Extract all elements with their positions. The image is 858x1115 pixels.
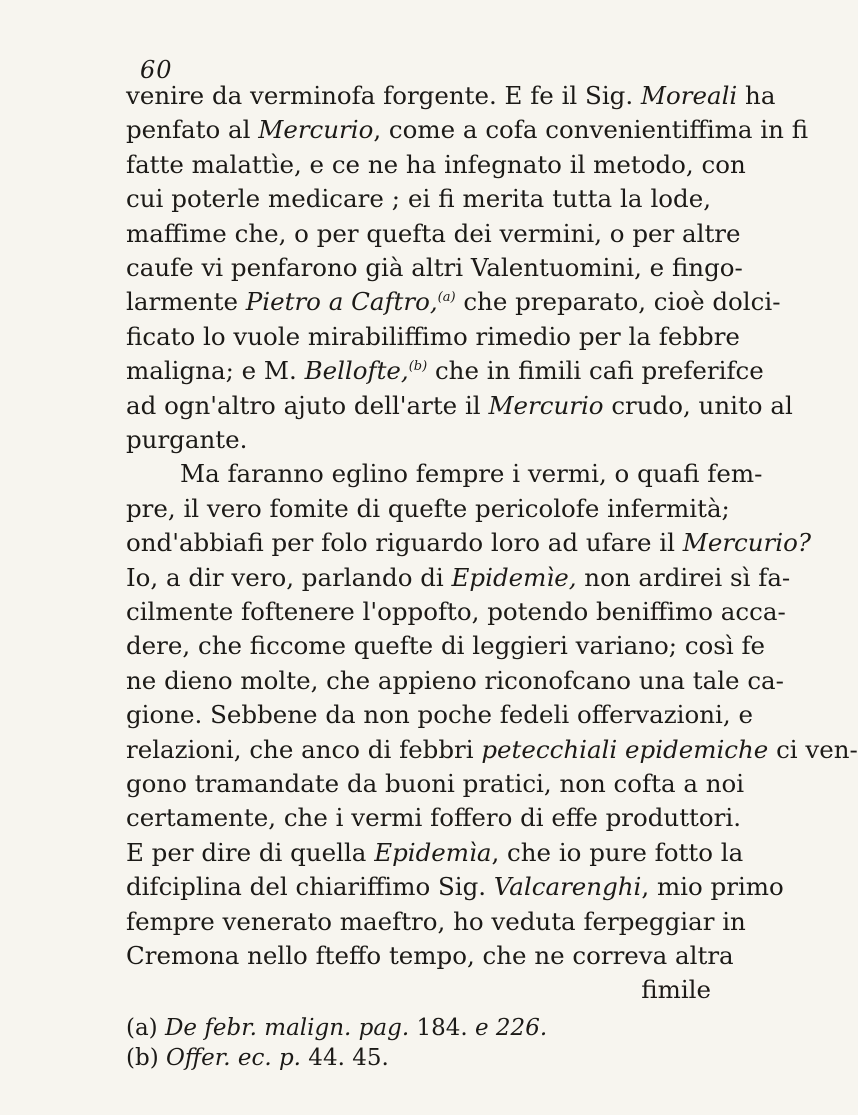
text-line: [126, 250, 743, 286]
text-segment: dere, che ficcome quefte di leggieri variano; così fe: [126, 631, 766, 660]
italic-text: e 226.: [475, 1015, 548, 1041]
text-line: [126, 766, 745, 802]
text-segment: certamente, che i vermi foffero di effe produttori.: [126, 803, 741, 832]
text-line: [126, 972, 711, 1008]
text-segment: che preparato, cioè dolci-: [455, 287, 781, 316]
text-line: [126, 388, 793, 424]
text-segment: relazioni, che anco di febbri: [126, 735, 482, 764]
text-segment: 44. 45.: [301, 1045, 389, 1071]
text-segment: gione. Sebbene da non poche fedeli offervazioni, e: [126, 700, 753, 729]
italic-text: Bellofte,: [304, 356, 409, 385]
text-line: [126, 456, 763, 492]
italic-text: Valcarenghi: [493, 872, 642, 901]
text-line: [126, 938, 734, 974]
italic-text: Mercurio?: [682, 528, 811, 557]
text-line: [126, 284, 781, 320]
text-line: [126, 422, 711, 458]
text-line: [126, 628, 766, 664]
italic-text: petecchiali epidemiche: [481, 735, 769, 764]
text-segment: crudo, unito al: [603, 391, 793, 420]
italic-text: Mercurio: [258, 115, 374, 144]
text-line: [126, 560, 791, 596]
text-segment: fimile: [641, 975, 711, 1004]
text-line: [126, 869, 784, 905]
italic-text: Mercurio: [488, 391, 604, 420]
text-segment: difciplina del chiariffimo Sig.: [126, 872, 494, 901]
text-segment: ficato lo vuole mirabiliffimo rimedio per la febbre: [126, 322, 740, 351]
text-line: [126, 594, 786, 630]
text-segment: larmente: [126, 287, 246, 316]
text-segment: Ma faranno eglino fempre i vermi, o quafi fem-: [180, 459, 763, 488]
text-line: [126, 663, 784, 699]
text-segment: , mio primo: [641, 872, 784, 901]
text-segment: , che io pure fotto la: [491, 838, 744, 867]
text-segment: fempre venerato maeftro, ho veduta ferpeggiar in: [126, 907, 746, 936]
text-segment: (a): [126, 1015, 165, 1041]
text-line: [126, 491, 730, 527]
text-line: [126, 78, 776, 114]
text-line: [126, 353, 764, 389]
text-segment: che in fimili cafi preferifce: [427, 356, 764, 385]
text-segment: cilmente foftenere l'oppofto, potendo beniffimo acca-: [126, 597, 786, 626]
text-segment: fatte malattìe, e ce ne ha infegnato il metodo, con: [126, 150, 746, 179]
italic-text: Moreali: [640, 81, 738, 110]
italic-text: Offer. ec. p.: [165, 1045, 301, 1071]
text-segment: penfato al: [126, 115, 259, 144]
footnote-marker: (b): [408, 359, 428, 374]
text-line: [126, 697, 753, 733]
text-segment: cui poterle medicare ; ei fi merita tutta la lode,: [126, 184, 711, 213]
text-segment: maffime che, o per quefta dei vermini, o per altre: [126, 219, 741, 248]
text-segment: (b): [126, 1045, 166, 1071]
page-number: 60: [140, 56, 173, 84]
text-segment: , come a cofa convenientiffima in fi: [373, 115, 809, 144]
text-line: [126, 216, 741, 252]
text-segment: gono tramandate da buoni pratici, non cofta a noi: [126, 769, 745, 798]
text-segment: non ardirei sì fa-: [576, 563, 791, 592]
footnote-marker: (a): [437, 290, 456, 305]
text-segment: purgante.: [126, 425, 248, 454]
text-line: [126, 525, 811, 561]
text-segment: E per dire di quella: [126, 838, 375, 867]
text-line: [126, 800, 741, 836]
text-line: [126, 835, 744, 871]
text-line: [126, 181, 711, 217]
italic-text: De febr. malign. pag.: [164, 1015, 410, 1041]
text-line: [126, 112, 809, 148]
text-line: [126, 732, 858, 768]
italic-text: Epidemìa: [374, 838, 492, 867]
text-segment: Io, a dir vero, parlando di: [126, 563, 452, 592]
text-line: [126, 147, 746, 183]
footnote: [126, 1040, 711, 1076]
text-segment: ne dieno molte, che appieno riconofcano una tale ca-: [126, 666, 784, 695]
text-segment: ond'abbiafi per folo riguardo loro ad ufare il: [126, 528, 683, 557]
italic-text: Epidemìe,: [451, 563, 577, 592]
text-segment: maligna; e M.: [126, 356, 305, 385]
text-segment: ad ogn'altro ajuto dell'arte il: [126, 391, 489, 420]
text-segment: 184.: [409, 1015, 475, 1041]
text-segment: caufe vi penfarono già altri Valentuomini, e fingo-: [126, 253, 743, 282]
text-segment: venire da verminofa forgente. E fe il Sig.: [126, 81, 641, 110]
text-line: [126, 904, 746, 940]
text-segment: pre, il vero fomite di quefte pericolofe infermità;: [126, 494, 730, 523]
text-segment: ha: [737, 81, 776, 110]
text-segment: ci ven-: [768, 735, 858, 764]
italic-text: Pietro a Caftro,: [245, 287, 438, 316]
text-segment: Cremona nello fteffo tempo, che ne correva altra: [126, 941, 734, 970]
text-line: [126, 319, 740, 355]
